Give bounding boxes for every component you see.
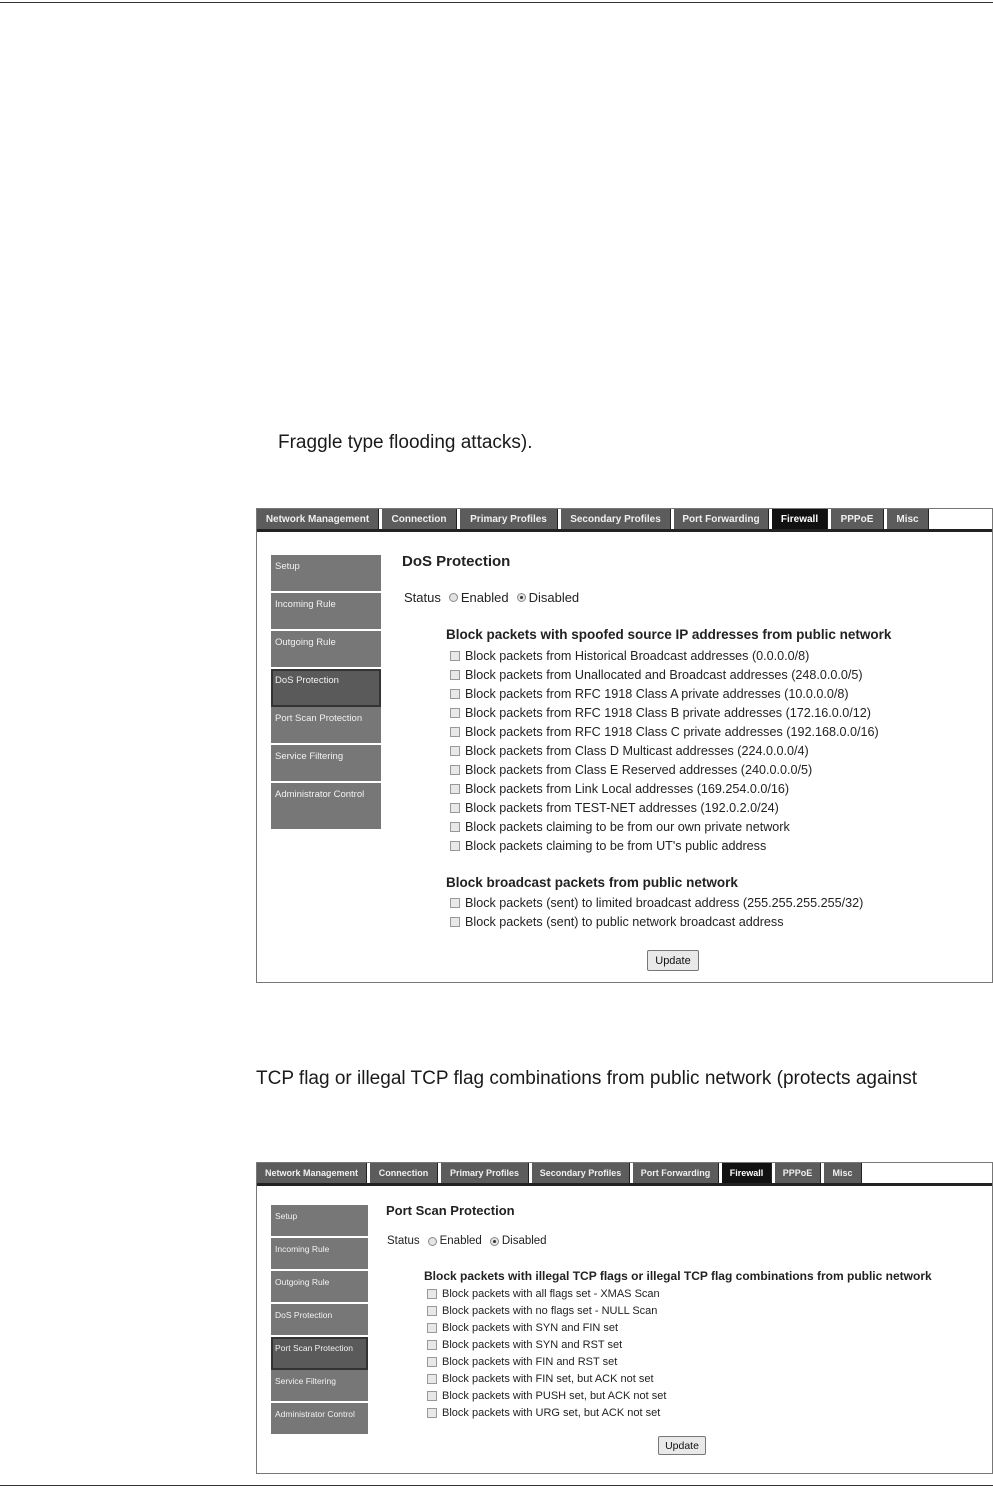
disabled-label: Disabled [528,590,580,605]
tab-pppoe[interactable]: PPPoE [775,1163,821,1183]
tab-network-management[interactable]: Network Management [257,1163,367,1183]
list-item[interactable]: Block packets from Historical Broadcast addresses (0.0.0.0/8) [450,646,879,665]
sidebar-item-service-filtering[interactable]: Service Filtering [271,1370,368,1403]
page-title: Port Scan Protection [386,1203,515,1218]
checkbox[interactable] [450,765,460,775]
list-item[interactable]: Block packets from Class E Reserved addresses (240.0.0.0/5) [450,760,879,779]
checkbox[interactable] [450,917,460,927]
list-item[interactable]: Block packets with no flags set - NULL Scan [427,1302,666,1319]
paragraph-tcp-flags: TCP flag or illegal TCP flag combinations from public network (protects against [256,1068,918,1089]
checkbox[interactable] [427,1289,437,1299]
checkbox[interactable] [427,1340,437,1350]
sidebar [271,555,381,831]
tab-secondary-profiles[interactable]: Secondary Profiles [561,509,671,529]
tab-port-forwarding[interactable]: Port Forwarding [674,509,769,529]
tab-bar [257,509,932,529]
bottom-rule [0,1485,993,1486]
top-rule [0,2,993,3]
page-title: DoS Protection [402,553,511,570]
tab-network-management[interactable]: Network Management [257,509,379,529]
tab-primary-profiles[interactable]: Primary Profiles [460,509,558,529]
sidebar-item-port-scan-protection[interactable]: Port Scan Protection [271,707,381,745]
list-item[interactable]: Block packets with FIN set, but ACK not set [427,1370,666,1387]
checkbox[interactable] [450,841,460,851]
list-item[interactable]: Block packets with SYN and RST set [427,1336,666,1353]
disabled-label: Disabled [501,1235,547,1247]
checkbox[interactable] [450,651,460,661]
list-item[interactable]: Block packets from Class D Multicast addresses (224.0.0.0/4) [450,741,879,760]
list-item[interactable]: Block packets (sent) to public network broadcast address [450,912,863,931]
sidebar-item-outgoing-rule[interactable]: Outgoing Rule [271,631,381,669]
tab-firewall[interactable]: Firewall [722,1163,772,1183]
tab-bar [257,1163,865,1183]
tab-underline [257,1183,992,1186]
tab-misc[interactable]: Misc [824,1163,862,1183]
list-item[interactable]: Block packets with SYN and FIN set [427,1319,666,1336]
dos-protection-screenshot [256,508,993,983]
tab-firewall[interactable]: Firewall [772,509,828,529]
tab-pppoe[interactable]: PPPoE [831,509,884,529]
status-label: Status [404,590,441,605]
list-item[interactable]: Block packets with PUSH set, but ACK not set [427,1387,666,1404]
checkbox[interactable] [427,1323,437,1333]
list-item[interactable]: Block packets from Unallocated and Broadcast addresses (248.0.0.0/5) [450,665,879,684]
checkbox[interactable] [450,689,460,699]
checkbox[interactable] [450,727,460,737]
tab-primary-profiles[interactable]: Primary Profiles [441,1163,529,1183]
checkbox[interactable] [450,784,460,794]
checkbox[interactable] [450,746,460,756]
checkbox[interactable] [427,1306,437,1316]
sidebar-item-incoming-rule[interactable]: Incoming Rule [271,593,381,631]
tab-port-forwarding[interactable]: Port Forwarding [633,1163,719,1183]
enabled-label: Enabled [439,1235,482,1247]
sidebar-item-port-scan-protection[interactable]: Port Scan Protection [271,1337,368,1370]
tab-connection[interactable]: Connection [370,1163,438,1183]
checkbox[interactable] [450,898,460,908]
tab-underline [257,529,992,532]
section-illegal-flags: Block packets with illegal TCP flags or illegal TCP flag combinations from public network [424,1269,932,1283]
list-item[interactable]: Block packets (sent) to limited broadcast address (255.255.255.255/32) [450,893,863,912]
status-label: Status [387,1235,420,1247]
enabled-label: Enabled [460,590,509,605]
list-item[interactable]: Block packets with FIN and RST set [427,1353,666,1370]
tab-misc[interactable]: Misc [887,509,929,529]
broadcast-list [450,893,863,931]
list-item[interactable]: Block packets from RFC 1918 Class A private addresses (10.0.0.0/8) [450,684,879,703]
section-spoofed: Block packets with spoofed source IP addresses from public network [446,627,892,642]
tab-connection[interactable]: Connection [382,509,457,529]
sidebar-item-administrator-control[interactable]: Administrator Control [271,783,381,831]
sidebar-item-service-filtering[interactable]: Service Filtering [271,745,381,783]
sidebar-item-setup[interactable]: Setup [271,1205,368,1238]
list-item[interactable]: Block packets from RFC 1918 Class C private addresses (192.168.0.0/16) [450,722,879,741]
checkbox[interactable] [427,1374,437,1384]
sidebar-item-incoming-rule[interactable]: Incoming Rule [271,1238,368,1271]
list-item[interactable]: Block packets from RFC 1918 Class B private addresses (172.16.0.0/12) [450,703,879,722]
checkbox[interactable] [427,1391,437,1401]
sidebar-item-dos-protection[interactable]: DoS Protection [271,1304,368,1337]
status-row [387,1235,547,1247]
list-item[interactable]: Block packets with URG set, but ACK not set [427,1404,666,1421]
checkbox[interactable] [450,822,460,832]
flags-list [427,1285,666,1421]
tab-secondary-profiles[interactable]: Secondary Profiles [532,1163,630,1183]
status-row [404,590,579,605]
sidebar [271,1205,368,1436]
enabled-radio[interactable] [428,1237,437,1246]
port-scan-protection-screenshot [256,1162,993,1474]
checkbox[interactable] [427,1357,437,1367]
update-button[interactable]: Update [647,950,699,971]
list-item[interactable]: Block packets from Link Local addresses (169.254.0.0/16) [450,779,879,798]
section-broadcast: Block broadcast packets from public network [446,875,738,890]
sidebar-item-setup[interactable]: Setup [271,555,381,593]
disabled-radio[interactable] [490,1237,499,1246]
sidebar-item-outgoing-rule[interactable]: Outgoing Rule [271,1271,368,1304]
sidebar-item-dos-protection[interactable]: DoS Protection [271,669,381,707]
checkbox[interactable] [450,708,460,718]
list-item[interactable]: Block packets with all flags set - XMAS Scan [427,1285,666,1302]
checkbox[interactable] [450,670,460,680]
enabled-radio[interactable] [449,593,458,602]
paragraph-fraggle: Fraggle type flooding attacks). [278,432,533,453]
list-item[interactable]: Block packets claiming to be from our own private network [450,817,879,836]
sidebar-item-administrator-control[interactable]: Administrator Control [271,1403,368,1436]
list-item[interactable]: Block packets from TEST-NET addresses (192.0.2.0/24) [450,798,879,817]
list-item[interactable]: Block packets claiming to be from UT's public address [450,836,879,855]
spoofed-list [450,646,879,855]
disabled-radio[interactable] [517,593,526,602]
update-button[interactable]: Update [658,1436,706,1455]
checkbox[interactable] [450,803,460,813]
checkbox[interactable] [427,1408,437,1418]
